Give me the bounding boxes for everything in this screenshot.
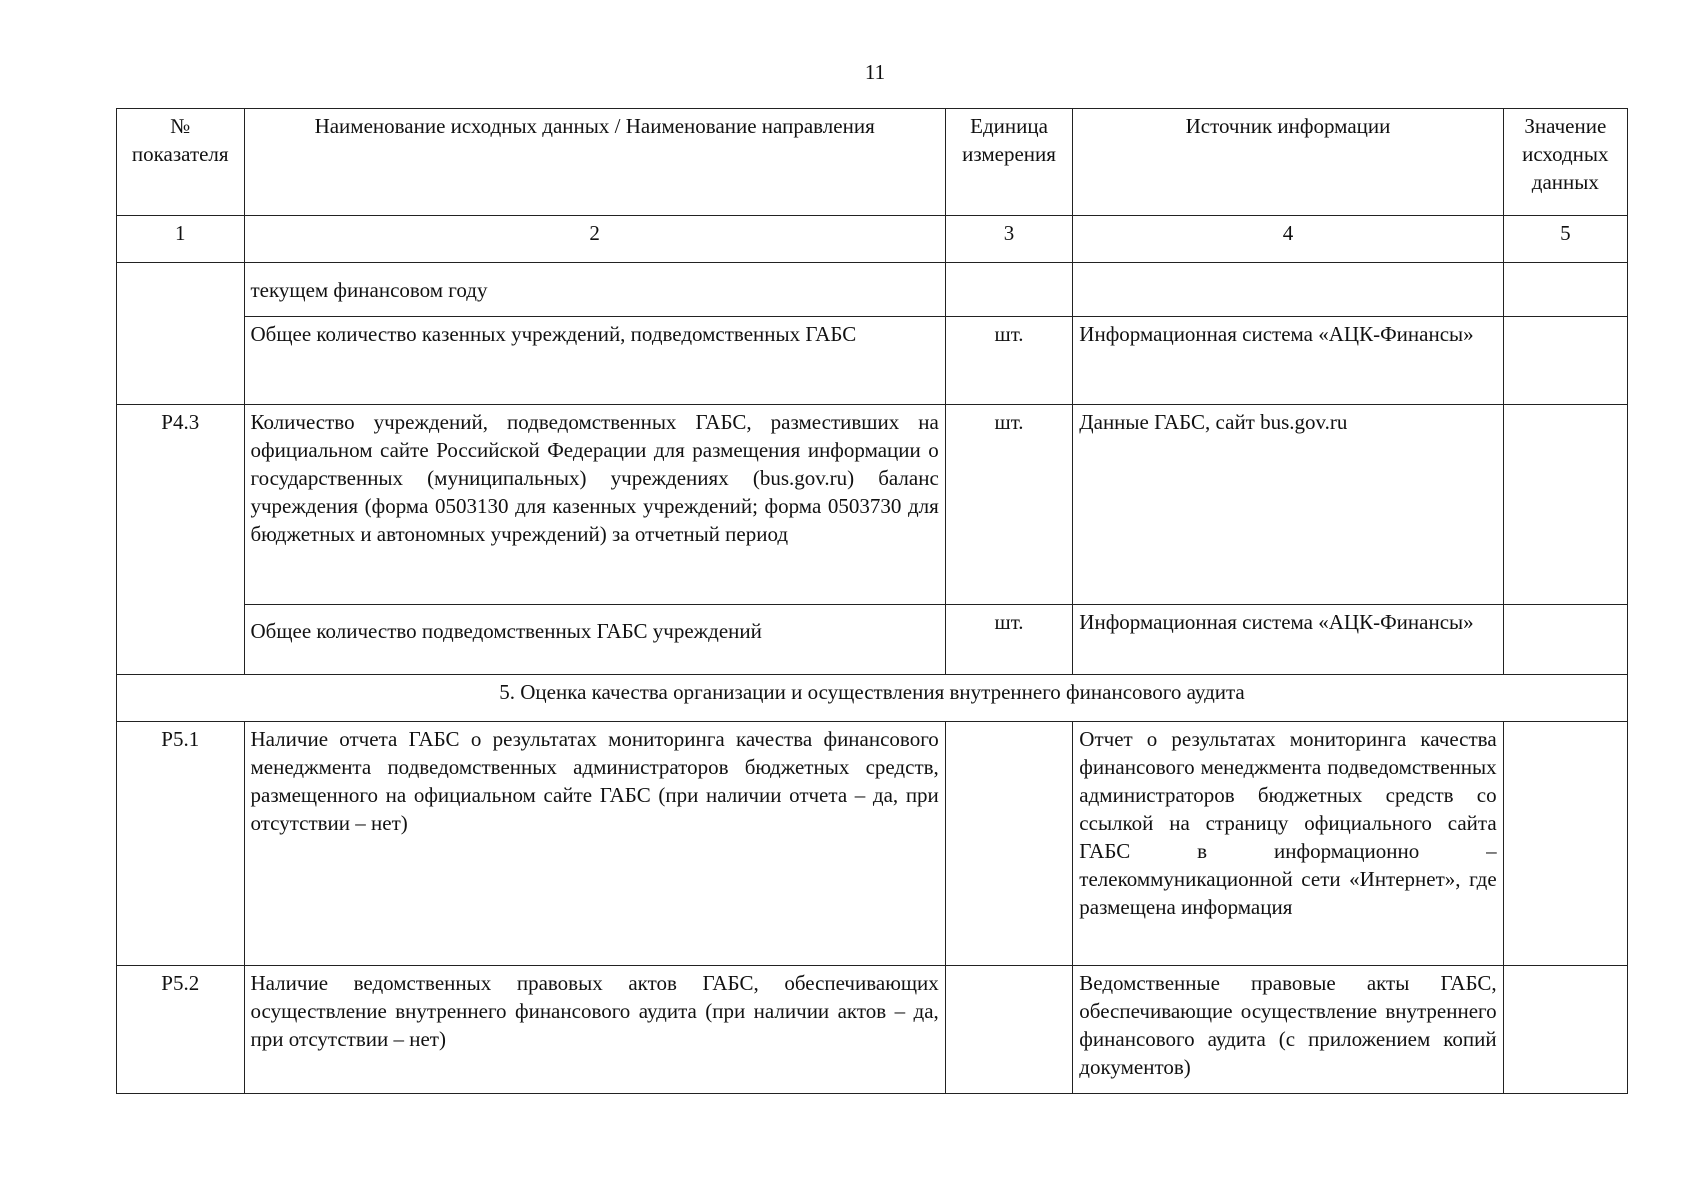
row-value-cell — [1503, 605, 1627, 675]
table-header-row — [117, 109, 1628, 216]
row-name-cell: Общее количество подведомственных ГАБС учреждений — [244, 605, 945, 675]
section-row — [117, 675, 1628, 722]
row-name-cell: Общее количество казенных учреждений, подведомственных ГАБС — [244, 317, 945, 405]
row-unit-cell — [945, 263, 1073, 317]
header-unit: Единица измерения — [945, 109, 1073, 216]
indicators-table — [116, 108, 1628, 1094]
col-number-5: 5 — [1503, 216, 1627, 263]
row-source-cell: Ведомственные правовые акты ГАБС, обеспечивающие осуществление внутреннего финансового аудита (с приложением копий документов) — [1073, 966, 1503, 1094]
col-number-4: 4 — [1073, 216, 1503, 263]
col-number-2: 2 — [244, 216, 945, 263]
page-number: 11 — [864, 60, 886, 84]
row-code-cell: Р5.1 — [117, 722, 245, 966]
row-unit-cell: шт. — [945, 605, 1073, 675]
table-row — [117, 722, 1628, 966]
row-unit-cell — [945, 966, 1073, 1094]
row-name-cell: текущем финансовом году — [244, 263, 945, 317]
row-code-cell — [117, 263, 245, 405]
section-title: 5. Оценка качества организации и осуществления внутреннего финансового аудита — [117, 675, 1628, 722]
row-source-cell — [1073, 263, 1503, 317]
row-source-cell: Информационная система «АЦК-Финансы» — [1073, 605, 1503, 675]
header-value: Значение исходных данных — [1503, 109, 1627, 216]
table-row — [117, 263, 1628, 317]
row-source-cell: Данные ГАБС, сайт bus.gov.ru — [1073, 405, 1503, 605]
row-value-cell — [1503, 317, 1627, 405]
row-unit-cell: шт. — [945, 317, 1073, 405]
row-source-cell: Отчет о результатах мониторинга качества финансового менеджмента подведомственных администраторов бюджетных средств со ссылкой на страницу официального сайта ГАБС в информационно – телекоммуникационной сети «Интернет», где размещена информация — [1073, 722, 1503, 966]
row-code-cell: Р4.3 — [117, 405, 245, 675]
row-unit-cell: шт. — [945, 405, 1073, 605]
row-value-cell — [1503, 405, 1627, 605]
row-value-cell — [1503, 263, 1627, 317]
row-name-cell: Наличие ведомственных правовых актов ГАБС, обеспечивающих осуществление внутреннего финансового аудита (при наличии актов – да, при отсутствии – нет) — [244, 966, 945, 1094]
table-row — [117, 605, 1628, 675]
header-source: Источник информации — [1073, 109, 1503, 216]
row-code-cell: Р5.2 — [117, 966, 245, 1094]
header-data-name: Наименование исходных данных / Наименование направления — [244, 109, 945, 216]
col-number-1: 1 — [117, 216, 245, 263]
col-number-3: 3 — [945, 216, 1073, 263]
row-name-cell: Количество учреждений, подведомственных ГАБС, разместивших на официальном сайте Российской Федерации для размещения информации о государственных (муниципальных) учреждениях (bus.gov.ru) баланс учреждения (форма 0503130 для казенных учреждений; форма 0503730 для бюджетных и автономных учреждений) за отчетный период — [244, 405, 945, 605]
row-name-cell: Наличие отчета ГАБС о результатах мониторинга качества финансового менеджмента подведомственных администраторов бюджетных средств, размещенного на официальном сайте ГАБС (при наличии отчета – да, при отсутствии – нет) — [244, 722, 945, 966]
table-row — [117, 966, 1628, 1094]
table-row — [117, 317, 1628, 405]
header-indicator-number: № показателя — [117, 109, 245, 216]
row-value-cell — [1503, 722, 1627, 966]
row-value-cell — [1503, 966, 1627, 1094]
column-numbers-row — [117, 216, 1628, 263]
table-row — [117, 405, 1628, 605]
row-source-cell: Информационная система «АЦК-Финансы» — [1073, 317, 1503, 405]
row-unit-cell — [945, 722, 1073, 966]
